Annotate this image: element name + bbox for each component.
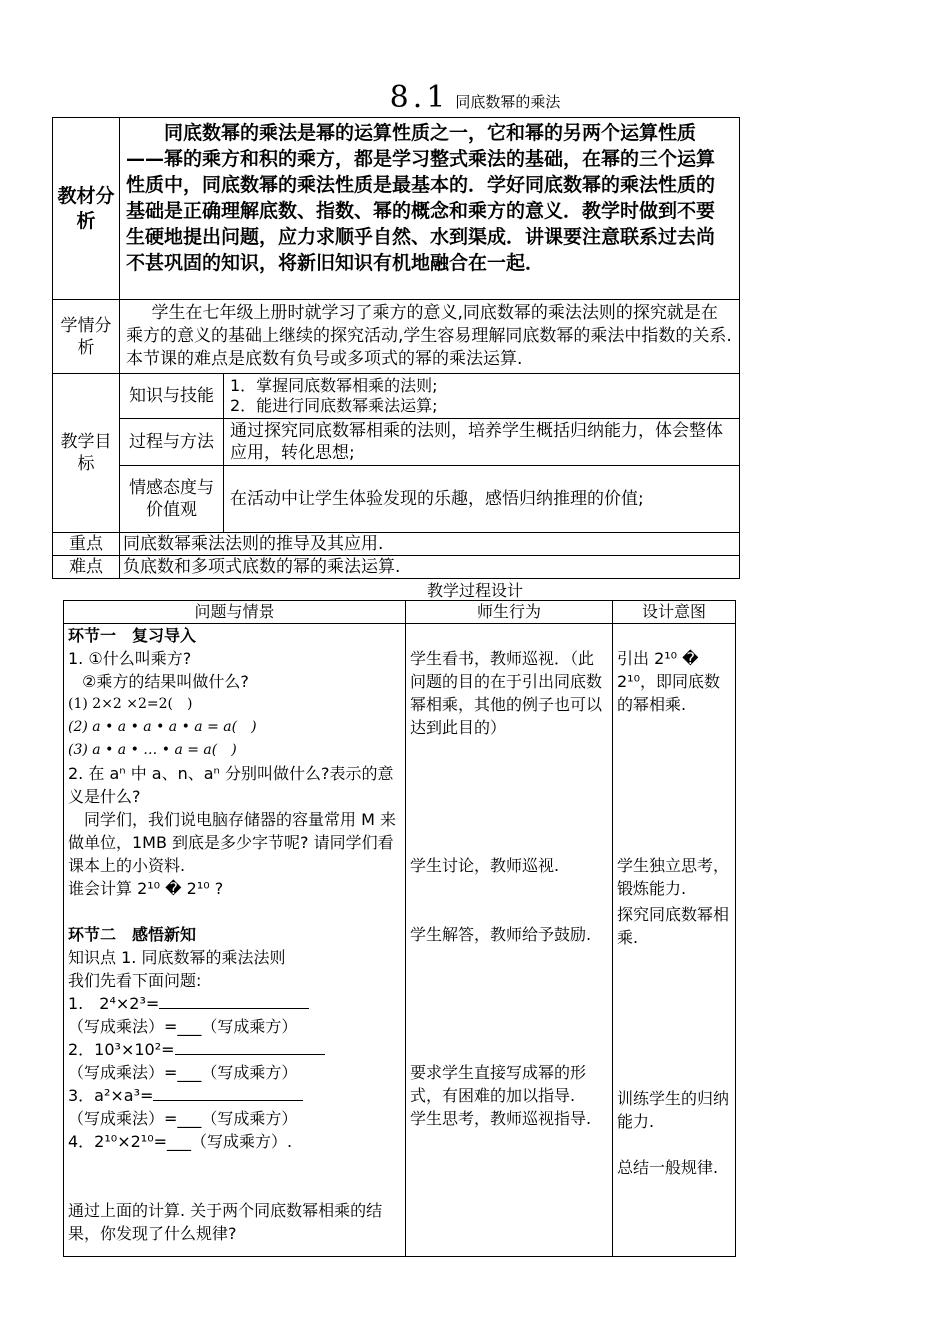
goal-label-knowledge: 知识与技能 [120, 374, 224, 419]
goal-label-emotion: 情感态度与价值观 [120, 466, 224, 533]
section2-p3b: （写成乘法）=___（写成乘方） [68, 1109, 298, 1128]
section1-q1a: 1. ①什么叫乘方? [68, 649, 192, 668]
section2-act3: 学生思考，教师巡视指导. [410, 1109, 592, 1128]
section2-act2: 要求学生直接写成幂的形式，有困难的加以指导. [410, 1063, 587, 1105]
key-point-text: 同底数幂乘法法则的推导及其应用. [120, 533, 740, 556]
section1-q1c: (1) 2×2 ×2=2( ) [68, 696, 193, 712]
goal-process-text: 通过探究同底数幂相乘的法则，培养学生概括归纳能力，体会整体应用，转化思想; [224, 419, 740, 466]
section2-intent1: 探究同底数幂相乘. [617, 905, 730, 947]
section1-q1d: (2) a • a • a • a • a = a( ) [68, 719, 257, 735]
goal-knowledge-line-1: 1．掌握同底数幂相乘的法则; [230, 376, 438, 395]
title-number: 8.1 [389, 80, 450, 115]
key-point-label: 重点 [53, 533, 120, 556]
section1-heading: 环节一 复习导入 [68, 626, 197, 645]
section2-p2b: （写成乘法）=___（写成乘方） [68, 1063, 298, 1082]
section2-heading: 环节二 感悟新知 [68, 925, 197, 944]
section1-q4: 谁会计算 2¹⁰ � 2¹⁰ ? [68, 879, 224, 898]
title-text: 同底数幂的乘法 [455, 93, 561, 111]
section1-intent2: 学生独立思考，锻炼能力. [617, 856, 730, 898]
section2-k1: 知识点 1. 同底数幂的乘法法则 [68, 948, 286, 967]
section2-p1b: （写成乘法）=___（写成乘方） [68, 1017, 298, 1036]
section2-p2a: 2．10³×10²= [68, 1040, 175, 1059]
analysis-table [52, 117, 740, 579]
difficulty-label: 难点 [53, 556, 120, 579]
header-scenario: 问题与情景 [64, 601, 406, 624]
section1-q1e: (3) a • a • … • a = a( ) [68, 742, 237, 758]
goal-knowledge-line-2: 2．能进行同底数幂乘法运算; [230, 396, 438, 415]
section1-q1b: ②乘方的结果叫做什么? [82, 672, 249, 691]
process-table [63, 600, 736, 1257]
student-label: 学情分析 [53, 300, 120, 374]
section2-p4: 4．2¹⁰×2¹⁰=___（写成乘方）. [68, 1132, 293, 1151]
section2-p3a: 3．a²×a³= [68, 1086, 154, 1105]
header-intent: 设计意图 [613, 601, 736, 624]
section1-act1: 学生看书，教师巡视．（此问题的目的在于引出同底数幂相乘，其他的例子也可以达到此目的） [410, 649, 603, 737]
process-title: 教学过程设计 [426, 581, 523, 600]
section2-k2: 我们先看下面问题: [68, 971, 202, 990]
material-text: 同底数幂的乘法是幂的运算性质之一，它和幂的另两个运算性质——幂的乘方和积的乘方，都是学习整式乘法的基础，在幂的三个运算性质中，同底数幂的乘法性质是最基本的．学好同底数幂的乘法性质的基础是正确理解底数、指数、幂的概念和乘方的意义．教学时做到不要生硬地提出问题，应力求顺乎自然、水到渠成．讲课要注意联系过去尚不甚巩固的知识，将新旧知识有机地融合在一起． [120, 118, 740, 300]
section2-intent2: 训练学生的归纳能力. [617, 1089, 730, 1131]
material-label: 教材分析 [53, 118, 120, 300]
goal-emotion-text: 在活动中让学生体验发现的乐趣，感悟归纳推理的价值; [224, 466, 740, 533]
goals-label: 教学目标 [53, 374, 120, 533]
section1-q2: 2. 在 aⁿ 中 a、n、aⁿ 分别叫做什么?表示的意义是什么? [68, 764, 394, 806]
section1-act2: 学生讨论，教师巡视. [410, 856, 560, 875]
section2-intent3: 总结一般规律. [617, 1158, 719, 1177]
student-text: 学生在七年级上册时就学习了乘方的意义,同底数幂的乘法法则的探究就是在乘方的意义的基础上继续的探究活动,学生容易理解同底数幂的乘法中指数的关系.本节课的难点是底数有负号或多项式的幂的乘法运算. [120, 300, 740, 374]
page-title [0, 80, 950, 115]
section2-p1a: 1. 2⁴×2³= [68, 994, 160, 1013]
header-actions: 师生行为 [406, 601, 613, 624]
section1-intent1: 引出 2¹⁰ � 2¹⁰，即同底数的幂相乘. [617, 649, 721, 714]
goal-label-process: 过程与方法 [120, 419, 224, 466]
section1-q3: 同学们，我们说电脑存储器的容量常用 M 来做单位，1MB 到底是多少字节呢? 请同学们看课本上的小资料. [68, 810, 396, 875]
difficulty-text: 负底数和多项式底数的幂的乘法运算. [120, 556, 740, 579]
section2-act1: 学生解答，教师给予鼓励. [410, 925, 592, 944]
section2-p5: 通过上面的计算. 关于两个同底数幂相乘的结果，你发现了什么规律? [68, 1201, 383, 1243]
